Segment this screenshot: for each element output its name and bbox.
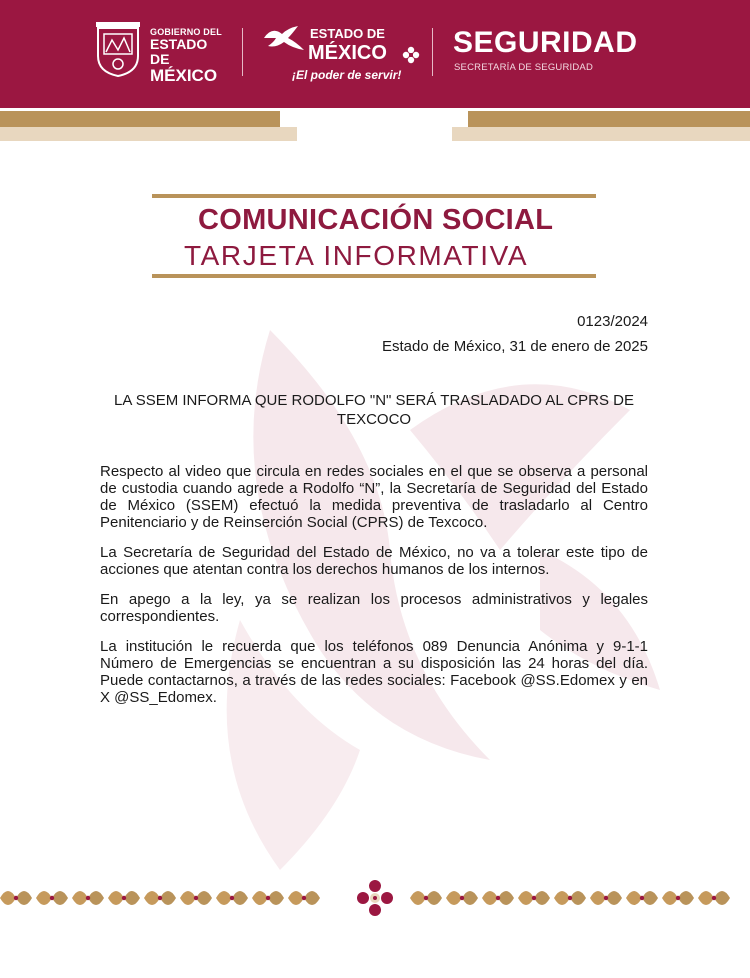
banner-subtitle: TARJETA INFORMATIVA xyxy=(184,240,529,271)
header-divider xyxy=(432,28,433,76)
estado-line2: MÉXICO xyxy=(308,42,387,64)
seguridad-title: SEGURIDAD xyxy=(453,26,638,59)
banner-title: COMUNICACIÓN SOCIAL xyxy=(198,204,554,236)
footer-ornament xyxy=(0,878,750,918)
banner-rule-bottom xyxy=(152,274,596,278)
flower-icon xyxy=(402,46,420,64)
header-divider xyxy=(242,28,243,76)
header-bar xyxy=(0,0,750,108)
estado-logo xyxy=(262,20,422,84)
gobierno-line1: GOBIERNO DEL xyxy=(150,27,222,37)
body-paragraph: Respecto al video que circula en redes sociales en el que se observa a personal de custodia cuando agrede a Rodolfo “N”, la Secretaría de Seguridad del Estado de México (SSEM) efectuó la medida preventiva de trasladarlo al Centro Penitenciario y de Reinserción Social (CPRS) de Texcoco. xyxy=(100,463,648,531)
document-folio: 0123/2024 xyxy=(577,313,648,330)
sand-band-right xyxy=(452,127,750,141)
sand-band-left xyxy=(0,127,297,141)
hummingbird-icon xyxy=(262,24,306,54)
gobierno-line2: ESTADO DE xyxy=(150,36,208,68)
center-flower-icon xyxy=(357,880,393,916)
state-coat-of-arms-icon xyxy=(94,22,142,78)
document-date: Estado de México, 31 de enero de 2025 xyxy=(381,338,648,355)
gold-band-left xyxy=(0,111,280,127)
gold-band-right xyxy=(468,111,750,127)
body-paragraph: La Secretaría de Seguridad del Estado de México, no va a tolerar este tipo de acciones que atentan contra los derechos humanos de los internos. xyxy=(100,544,648,578)
document-headline: LA SSEM INFORMA QUE RODOLFO "N" SERÁ TRASLADADO AL CPRS DE TEXCOCO xyxy=(114,392,634,428)
gobierno-logo xyxy=(90,20,230,85)
gobierno-line3: MÉXICO xyxy=(150,65,218,85)
estado-line1: ESTADO DE xyxy=(310,26,385,41)
body-paragraph: En apego a la ley, ya se realizan los procesos administrativos y legales correspondientes. xyxy=(100,591,648,625)
estado-slogan: ¡El poder de servir! xyxy=(292,68,402,82)
body-paragraph: La institución le recuerda que los teléfonos 089 Denuncia Anónima y 9-1-1 Número de Emergencias se encuentran a su disposición las 24 horas del día. Puede contactarnos, a través de las redes sociales: Facebook @SS.Edomex y en X @SS_Edomex. xyxy=(100,638,648,706)
document-body xyxy=(100,463,648,719)
seguridad-subtitle: SECRETARÍA DE SEGURIDAD xyxy=(454,62,594,73)
banner-rule-top xyxy=(152,194,596,198)
